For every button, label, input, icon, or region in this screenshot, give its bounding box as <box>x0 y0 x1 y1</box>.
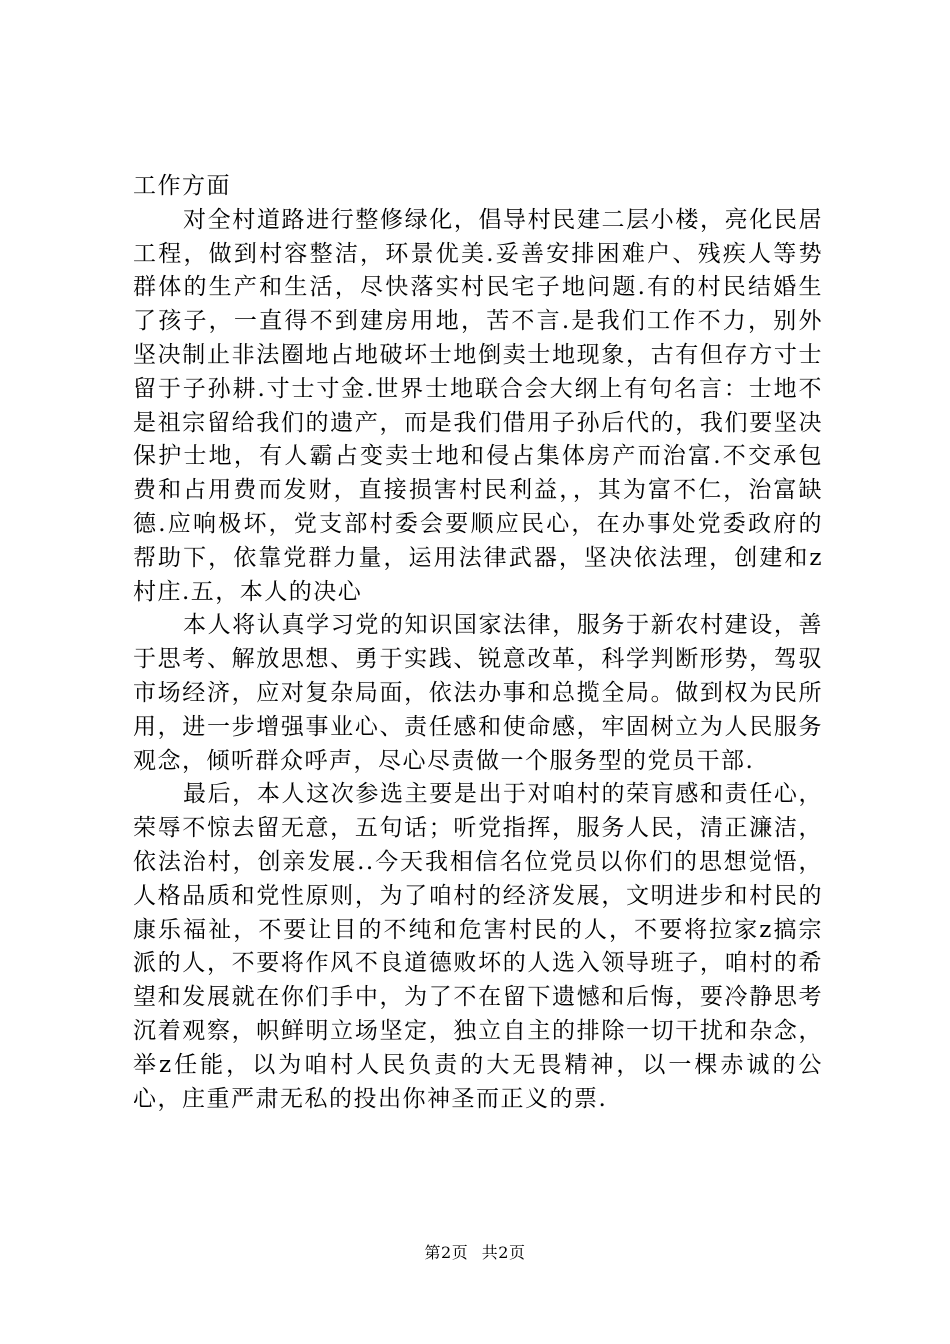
paragraph-resolve: 本人将认真学习党的知识国家法律，服务于新农村建设，善于思考、解放思想、勇于实践、锐意改革，科学判断形势，驾驭市场经济，应对复杂局面，依法办事和总揽全局。做到权为民所用，进一步增强事业心、责任感和使命感，牢固树立为人民服务观念，倾听群众呼声，尽心尽责做一个服务型的党员干部. <box>133 612 823 774</box>
page-total: 共2页 <box>481 1243 526 1262</box>
section-heading: 工作方面 <box>133 173 231 199</box>
paragraph-work: 对全村道路进行整修绿化，倡导村民建二层小楼，亮化民居工程，做到村容整洁，环景优美.妥善安排困难户、残疾人等势群体的生产和生活，尽快落实村民宅子地问题.有的村民结婚生了孩子，一直得不到建房用地，苦不言.是我们工作不力，别外坚决制止非法圈地占地破坏士地倒卖士地现象，古有但存方寸士留于子孙耕.寸士寸金.世界士地联合会大纲上有句名言：士地不是祖宗留给我们的遗产，而是我们借用子孙后代的，我们要坚决保护士地，有人霸占变卖士地和侵占集体房产而治富.不交承包费和占用费而发财，直接损害村民利益，，其为富不仁，治富缺德.应响极坏，党支部村委会要顺应民心，在办事处党委政府的帮助下，依靠党群力量，运用法律武器，坚决依法理，创建和z村庄.五，本人的决心 <box>133 206 823 605</box>
paragraph-closing: 最后，本人这次参选主要是出于对咱村的荣肓感和责任心，荣辱不惊去留无意，五句话；听党指挥，服务人民，清正濂洁，依法治村，创亲发展..今天我相信名位党员以你们的思想觉悟，人格品质和党性原则，为了咱村的经济发展，文明进步和村民的康乐福祉，不要让目的不纯和危害村民的人，不要将拉家z搞宗派的人，不要将作风不良道德败坏的人选入领导班子，咱村的希望和发展就在你们手中，为了不在留下遗憾和后悔，要冷静思考沉着观察，帜鲜明立场坚定，独立自主的排除一切干扰和杂念，举z任能，以为咱村人民负责的大无畏精神，以一棵赤诚的公心，庄重严肃无私的投出你神圣而正义的票. <box>133 781 823 1112</box>
page-footer <box>0 1240 950 1263</box>
document-body <box>133 170 823 1116</box>
page-number: 第2页 <box>424 1243 469 1262</box>
